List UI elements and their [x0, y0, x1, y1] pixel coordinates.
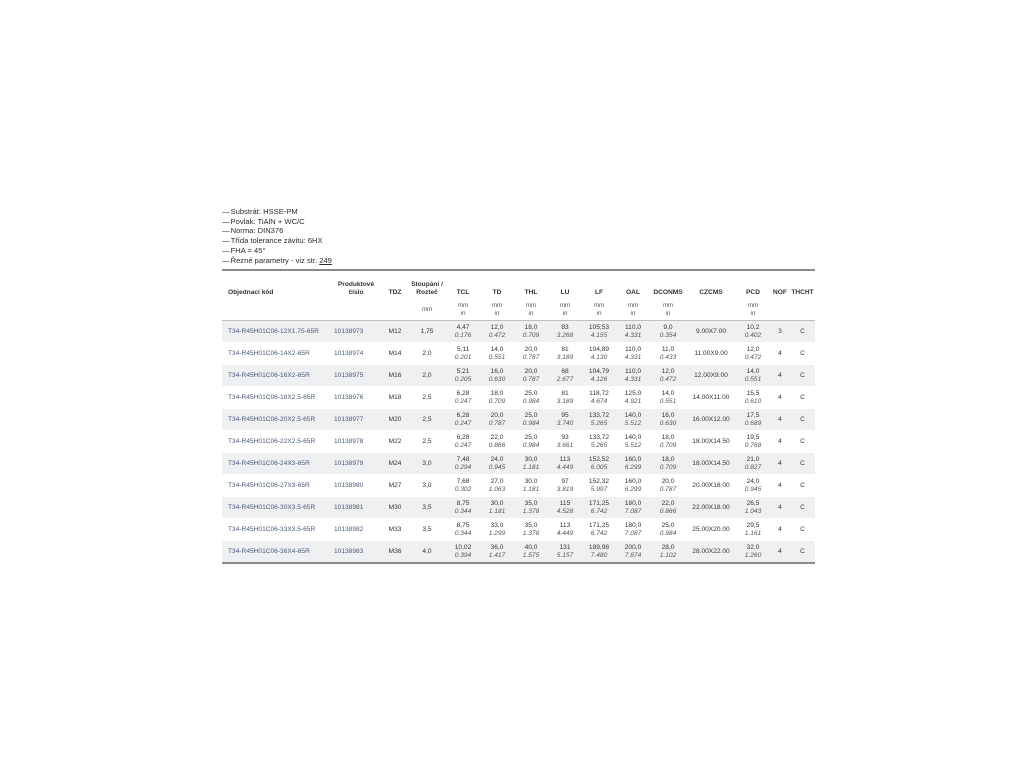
- cell-tdz: M18: [382, 387, 408, 409]
- spec-item: —Povlak: TiAlN + WC/C: [222, 216, 305, 226]
- cell-product-number-link[interactable]: 10138974: [330, 343, 382, 365]
- cell-lf: 118,72 4.674: [582, 387, 616, 409]
- cell-pcd: 24,0 0.945: [736, 475, 770, 497]
- cell-tdz: M20: [382, 409, 408, 431]
- cell-order-code-link[interactable]: T34-R45H01C06-16X2-65R: [222, 365, 330, 387]
- cell-czcms: 16.00X12.00: [686, 409, 736, 431]
- cell-czcms: 18.00X14.50: [686, 431, 736, 453]
- cell-dconms: 12,0 0.472: [650, 365, 686, 387]
- cell-order-code-link[interactable]: T34-R45H01C06-22X2.5-65R: [222, 431, 330, 453]
- cell-td: 14,0 0.551: [480, 343, 514, 365]
- cell-pcd: 19,5 0.768: [736, 431, 770, 453]
- cell-thcht: C: [790, 519, 815, 541]
- cell-td: 16,0 0.630: [480, 365, 514, 387]
- cell-thcht: C: [790, 453, 815, 475]
- cell-order-code-link[interactable]: T34-R45H01C06-27X3-65R: [222, 475, 330, 497]
- cell-nof: 4: [770, 475, 790, 497]
- cell-product-number-link[interactable]: 10138975: [330, 365, 382, 387]
- cell-thl: 40,0 1.575: [514, 541, 548, 564]
- col-header-dconms: DCONMS: [653, 289, 683, 297]
- cell-dconms: 14,0 0.551: [650, 387, 686, 409]
- col-header-td: TD: [492, 289, 502, 297]
- cell-nof: 4: [770, 519, 790, 541]
- cell-lf: 189,98 7.480: [582, 541, 616, 564]
- cell-pitch: 2,0: [408, 343, 446, 365]
- cell-tdz: M33: [382, 519, 408, 541]
- cell-lu: 113 4.449: [548, 453, 582, 475]
- table-row: [222, 321, 815, 343]
- col-header-czcms: CZCMS: [699, 289, 723, 297]
- cell-dconms: 11,0 0.433: [650, 343, 686, 365]
- cell-lu: 81 3.189: [548, 387, 582, 409]
- table-row: [222, 519, 815, 541]
- cell-tdz: M16: [382, 365, 408, 387]
- cell-dconms: 25,0 0.984: [650, 519, 686, 541]
- cell-td: 27,0 1.063: [480, 475, 514, 497]
- cell-pcd: 26,5 1.043: [736, 497, 770, 519]
- cell-thcht: C: [790, 365, 815, 387]
- col-header-oal: OAL: [626, 289, 640, 297]
- spec-item: —Třída tolerance závitu: 6HX: [222, 236, 323, 246]
- table-row: [222, 431, 815, 453]
- cell-lf: 152,52 6.005: [582, 453, 616, 475]
- spec-item: —Substrát: HSSE-PM: [222, 207, 298, 216]
- cell-czcms: 20.00X16.00: [686, 475, 736, 497]
- cell-lu: 81 3.189: [548, 343, 582, 365]
- cell-product-number-link[interactable]: 10138973: [330, 321, 382, 343]
- cell-czcms: 28.00X22.00: [686, 541, 736, 564]
- unit-label: mm in: [514, 300, 548, 321]
- col-header-pcd: PCD: [746, 289, 760, 297]
- cell-product-number-link[interactable]: 10138977: [330, 409, 382, 431]
- cell-thcht: C: [790, 541, 815, 564]
- cell-dconms: 18,0 0.709: [650, 453, 686, 475]
- cell-td: 33,0 1.299: [480, 519, 514, 541]
- cell-pcd: 29,5 1.161: [736, 519, 770, 541]
- product-table-document: [222, 207, 815, 564]
- cell-lu: 93 3.661: [548, 431, 582, 453]
- cell-pitch: 2,5: [408, 409, 446, 431]
- cell-oal: 110,0 4.331: [616, 321, 650, 343]
- cell-oal: 125,0 4.921: [616, 387, 650, 409]
- page-reference-link[interactable]: 249: [319, 255, 332, 265]
- table-row: [222, 365, 815, 387]
- cell-czcms: 12.00X9.00: [686, 365, 736, 387]
- cell-thl: 25,0 0.984: [514, 409, 548, 431]
- cell-oal: 160,0 6.299: [616, 475, 650, 497]
- unit-label: mm in: [650, 300, 686, 321]
- col-header-nof: NOF: [773, 289, 787, 297]
- col-header-product-no: Produktové číslo: [337, 281, 375, 297]
- cell-lf: 171,25 6.742: [582, 497, 616, 519]
- cell-product-number-link[interactable]: 10138983: [330, 541, 382, 564]
- cell-thl: 20,0 0.787: [514, 343, 548, 365]
- cell-nof: 4: [770, 387, 790, 409]
- cell-czcms: 25.00X20.00: [686, 519, 736, 541]
- col-header-lf: LF: [594, 289, 604, 297]
- cell-pitch: 3,0: [408, 475, 446, 497]
- table-body: [222, 321, 815, 564]
- cell-dconms: 18,0 0.709: [650, 431, 686, 453]
- cell-thl: 25,0 0.984: [514, 387, 548, 409]
- unit-label: mm in: [582, 300, 616, 321]
- cell-tcl: 10,02 0.394: [446, 541, 480, 564]
- cell-order-code-link[interactable]: T34-R45H01C06-36X4-65R: [222, 541, 330, 564]
- cell-lf: 105,53 4.155: [582, 321, 616, 343]
- cell-order-code-link[interactable]: T34-R45H01C06-18X2.5-65R: [222, 387, 330, 409]
- cell-order-code-link[interactable]: T34-R45H01C06-14X2-65R: [222, 343, 330, 365]
- cell-thl: 30,0 1.181: [514, 475, 548, 497]
- table-row: [222, 409, 815, 431]
- cell-tcl: 7,48 0.294: [446, 453, 480, 475]
- cell-tcl: 5,21 0.205: [446, 365, 480, 387]
- cell-thl: 35,0 1.378: [514, 519, 548, 541]
- cell-dconms: 22,0 0.866: [650, 497, 686, 519]
- cell-thcht: C: [790, 475, 815, 497]
- cell-tcl: 6,28 0.247: [446, 431, 480, 453]
- cell-thcht: C: [790, 387, 815, 409]
- cell-lf: 104,89 4.130: [582, 343, 616, 365]
- unit-label: mm in: [480, 300, 514, 321]
- cell-tdz: M22: [382, 431, 408, 453]
- cell-tdz: M30: [382, 497, 408, 519]
- cell-lf: 104,79 4.126: [582, 365, 616, 387]
- cell-lu: 97 3.819: [548, 475, 582, 497]
- cell-thcht: C: [790, 321, 815, 343]
- product-table: [222, 269, 815, 564]
- cell-dconms: 16,0 0.630: [650, 409, 686, 431]
- cell-oal: 140,0 5.512: [616, 409, 650, 431]
- col-header-thcht: THCHT: [791, 289, 814, 297]
- cell-oal: 200,0 7.874: [616, 541, 650, 564]
- table-row: [222, 387, 815, 409]
- col-header-tcl: TCL: [456, 289, 470, 297]
- cell-order-code-link[interactable]: T34-R45H01C06-30X3.5-65R: [222, 497, 330, 519]
- cell-lf: 133,72 5.265: [582, 409, 616, 431]
- cell-product-number-link[interactable]: 10138978: [330, 431, 382, 453]
- cell-lu: 113 4.449: [548, 519, 582, 541]
- cell-thl: 20,0 0.787: [514, 365, 548, 387]
- cell-nof: 3: [770, 321, 790, 343]
- cell-nof: 4: [770, 497, 790, 519]
- cell-pcd: 15,5 0.610: [736, 387, 770, 409]
- cell-oal: 110,0 4.331: [616, 365, 650, 387]
- cell-product-number-link[interactable]: 10138980: [330, 475, 382, 497]
- cell-order-code-link[interactable]: T34-R45H01C06-24X3-65R: [222, 453, 330, 475]
- cell-pitch: 2,0: [408, 365, 446, 387]
- cell-tcl: 6,28 0.247: [446, 387, 480, 409]
- cell-thl: 25,0 0.984: [514, 431, 548, 453]
- cell-tcl: 8,75 0.344: [446, 497, 480, 519]
- cell-lf: 171,25 6.742: [582, 519, 616, 541]
- col-header-tdz: TDZ: [388, 289, 402, 297]
- cell-pcd: 21,0 0.827: [736, 453, 770, 475]
- cell-thcht: C: [790, 431, 815, 453]
- cell-td: 36,0 1.417: [480, 541, 514, 564]
- cell-thcht: C: [790, 497, 815, 519]
- cell-pitch: 3,0: [408, 453, 446, 475]
- cell-tcl: 6,28 0.247: [446, 409, 480, 431]
- cell-product-number-link[interactable]: 10138982: [330, 519, 382, 541]
- cell-tdz: M14: [382, 343, 408, 365]
- cell-dconms: 28,0 1.102: [650, 541, 686, 564]
- cell-lf: 133,72 5.265: [582, 431, 616, 453]
- table-row: [222, 475, 815, 497]
- cell-product-number-link[interactable]: 10138976: [330, 387, 382, 409]
- cell-oal: 110,0 4.331: [616, 343, 650, 365]
- cell-thl: 18,0 0.709: [514, 321, 548, 343]
- cell-lu: 83 3.268: [548, 321, 582, 343]
- cell-lu: 95 3.740: [548, 409, 582, 431]
- cell-order-code-link[interactable]: T34-R45H01C06-20X2.5-65R: [222, 409, 330, 431]
- cell-tdz: M24: [382, 453, 408, 475]
- cell-pitch: 1,75: [408, 321, 446, 343]
- spec-item: —Norma: DIN376: [222, 226, 284, 236]
- cell-oal: 180,0 7.087: [616, 519, 650, 541]
- cell-product-number-link[interactable]: 10138981: [330, 497, 382, 519]
- cell-pcd: 32,0 1.260: [736, 541, 770, 564]
- cell-pitch: 4,0: [408, 541, 446, 564]
- cell-nof: 4: [770, 453, 790, 475]
- unit-label: mm in: [548, 300, 582, 321]
- col-header-pitch: Stoupání / Rozteč: [411, 281, 443, 297]
- cell-czcms: 11.00X9.00: [686, 343, 736, 365]
- cell-nof: 4: [770, 365, 790, 387]
- cell-td: 20,0 0.787: [480, 409, 514, 431]
- cell-order-code-link[interactable]: T34-R45H01C06-33X3.5-65R: [222, 519, 330, 541]
- cell-thl: 30,0 1.181: [514, 453, 548, 475]
- cell-tdz: M36: [382, 541, 408, 564]
- cell-nof: 4: [770, 409, 790, 431]
- cell-td: 24,0 0.945: [480, 453, 514, 475]
- table-row: [222, 453, 815, 475]
- cell-td: 12,0 0.472: [480, 321, 514, 343]
- unit-label: mm in: [616, 300, 650, 321]
- header-row: [222, 270, 815, 300]
- col-header-code: Objednací kód: [228, 289, 274, 297]
- cell-dconms: 20,0 0.787: [650, 475, 686, 497]
- cell-tdz: M12: [382, 321, 408, 343]
- table-row: [222, 497, 815, 519]
- cell-lu: 68 2.677: [548, 365, 582, 387]
- cell-tcl: 8,75 0.344: [446, 519, 480, 541]
- cell-lu: 131 5.157: [548, 541, 582, 564]
- cell-nof: 4: [770, 343, 790, 365]
- units-row: [222, 300, 815, 321]
- table-row: [222, 541, 815, 564]
- cell-product-number-link[interactable]: 10138979: [330, 453, 382, 475]
- cell-tcl: 7,68 0.302: [446, 475, 480, 497]
- cell-pitch: 3,5: [408, 497, 446, 519]
- cell-czcms: 14.00X11.00: [686, 387, 736, 409]
- cell-td: 22,0 0.866: [480, 431, 514, 453]
- cell-pitch: 2,5: [408, 431, 446, 453]
- col-header-lu: LU: [560, 289, 570, 297]
- cell-pcd: 10,2 0.402: [736, 321, 770, 343]
- cell-order-code-link[interactable]: T34-R45H01C06-12X1.75-65R: [222, 321, 330, 343]
- cell-td: 18,0 0.709: [480, 387, 514, 409]
- unit-label: mm in: [446, 300, 480, 321]
- cell-czcms: 22.00X18.00: [686, 497, 736, 519]
- cell-tdz: M27: [382, 475, 408, 497]
- cell-lf: 152,32 5.997: [582, 475, 616, 497]
- cell-tcl: 5,11 0.201: [446, 343, 480, 365]
- table-row: [222, 343, 815, 365]
- cell-thcht: C: [790, 343, 815, 365]
- cell-pcd: 14,0 0.551: [736, 365, 770, 387]
- cell-dconms: 9,0 0.354: [650, 321, 686, 343]
- unit-label: mm in: [736, 300, 770, 321]
- cell-lu: 115 4.528: [548, 497, 582, 519]
- cell-czcms: 18.00X14.50: [686, 453, 736, 475]
- spec-item: —FHA = 45°: [222, 245, 266, 255]
- cell-nof: 4: [770, 541, 790, 564]
- cell-pitch: 3,5: [408, 519, 446, 541]
- spec-item: —Řezné parametry - viz str. 249: [222, 255, 332, 265]
- cell-oal: 140,0 5.512: [616, 431, 650, 453]
- cell-thcht: C: [790, 409, 815, 431]
- col-header-thl: THL: [524, 289, 538, 297]
- cell-thl: 35,0 1.378: [514, 497, 548, 519]
- spec-list: [222, 207, 815, 265]
- cell-td: 30,0 1.181: [480, 497, 514, 519]
- cell-pcd: 17,5 0.689: [736, 409, 770, 431]
- cell-czcms: 9.00X7.00: [686, 321, 736, 343]
- cell-pcd: 12,0 0.472: [736, 343, 770, 365]
- cell-oal: 160,0 6.299: [616, 453, 650, 475]
- unit-label: mm: [408, 300, 446, 321]
- cell-nof: 4: [770, 431, 790, 453]
- cell-tcl: 4,47 0.176: [446, 321, 480, 343]
- cell-pitch: 2,5: [408, 387, 446, 409]
- cell-oal: 180,0 7.087: [616, 497, 650, 519]
